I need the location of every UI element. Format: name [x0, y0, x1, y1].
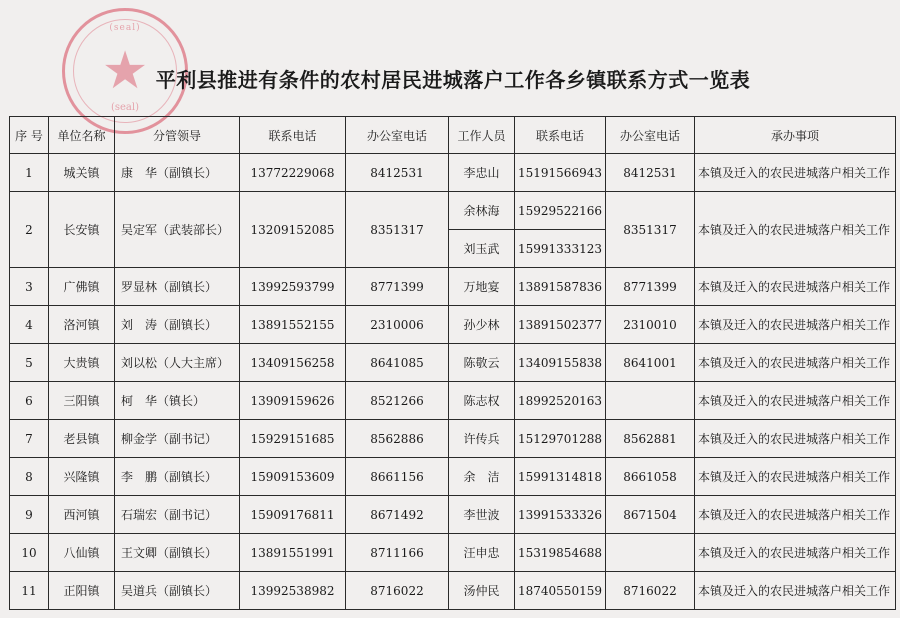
- cell-leader: 吴定军（武装部长）: [115, 192, 240, 268]
- cell-duty: 本镇及迁入的农民进城落户相关工作: [695, 572, 896, 610]
- cell-staff-name: 汤仲民: [449, 572, 515, 610]
- col-header-unit: 单位名称: [49, 117, 115, 154]
- cell-office: 8641085: [346, 344, 449, 382]
- cell-staff-phone: 13891587836: [515, 268, 606, 306]
- table-row: [10, 268, 896, 306]
- cell-phone: 13209152085: [240, 192, 346, 268]
- cell-staff-phone: 13991533326: [515, 496, 606, 534]
- seal-base-text: (seal): [110, 102, 139, 113]
- cell-staff-office: 8562881: [606, 420, 695, 458]
- cell-office: 8716022: [346, 572, 449, 610]
- cell-phone: 13909159626: [240, 382, 346, 420]
- cell-staff-office: [606, 382, 695, 420]
- cell-staff-office: 8716022: [606, 572, 695, 610]
- cell-phone: 15909176811: [240, 496, 346, 534]
- table-header-row: [10, 117, 896, 154]
- cell-office: 8661156: [346, 458, 449, 496]
- cell-unit: 洛河镇: [49, 306, 115, 344]
- cell-staff-phone: 15129701288: [515, 420, 606, 458]
- page-title: 平利县推进有条件的农村居民进城落户工作各乡镇联系方式一览表: [155, 68, 751, 92]
- cell-staff-office: 2310010: [606, 306, 695, 344]
- cell-staff-office: 8412531: [606, 154, 695, 192]
- cell-staff-name: 陈志权: [449, 382, 515, 420]
- cell-staff-name: 孙少林: [449, 306, 515, 344]
- col-header-duty: 承办事项: [695, 117, 896, 154]
- cell-staff-name: 汪申忠: [449, 534, 515, 572]
- cell-leader: 石瑞宏（副书记）: [115, 496, 240, 534]
- cell-duty: 本镇及迁入的农民进城落户相关工作: [695, 192, 896, 268]
- cell-staff-phone: 15929522166: [515, 192, 606, 230]
- cell-staff-phone: 15991314818: [515, 458, 606, 496]
- cell-staff-name: 李忠山: [449, 154, 515, 192]
- cell-staff-name: 陈敬云: [449, 344, 515, 382]
- cell-leader: 王文卿（副镇长）: [115, 534, 240, 572]
- cell-no: 1: [10, 154, 49, 192]
- cell-leader: 吴道兵（副镇长）: [115, 572, 240, 610]
- cell-staff-phone: 18740550159: [515, 572, 606, 610]
- cell-staff-office: 8671504: [606, 496, 695, 534]
- col-header-staff: 工作人员: [449, 117, 515, 154]
- cell-leader: 李 鹏（副镇长）: [115, 458, 240, 496]
- cell-staff-name: 余林海: [449, 192, 515, 230]
- cell-staff-name: 万地宴: [449, 268, 515, 306]
- seal-ring-text: (seal): [109, 23, 141, 33]
- cell-unit: 广佛镇: [49, 268, 115, 306]
- table-row: [10, 458, 896, 496]
- col-header-no: 序 号: [10, 117, 49, 154]
- cell-staff-name: 许传兵: [449, 420, 515, 458]
- cell-staff-phone: 15991333123: [515, 230, 606, 268]
- cell-unit: 长安镇: [49, 192, 115, 268]
- cell-no: 5: [10, 344, 49, 382]
- cell-office: 2310006: [346, 306, 449, 344]
- cell-duty: 本镇及迁入的农民进城落户相关工作: [695, 382, 896, 420]
- cell-staff-office: 8351317: [606, 192, 695, 268]
- cell-no: 7: [10, 420, 49, 458]
- cell-staff-office: [606, 534, 695, 572]
- cell-no: 4: [10, 306, 49, 344]
- table-row: [10, 572, 896, 610]
- cell-no: 2: [10, 192, 49, 268]
- cell-no: 10: [10, 534, 49, 572]
- cell-unit: 兴隆镇: [49, 458, 115, 496]
- cell-staff-phone: 15191566943: [515, 154, 606, 192]
- cell-leader: 康 华（副镇长）: [115, 154, 240, 192]
- table-row: [10, 344, 896, 382]
- cell-unit: 西河镇: [49, 496, 115, 534]
- cell-no: 11: [10, 572, 49, 610]
- cell-no: 8: [10, 458, 49, 496]
- cell-office: 8351317: [346, 192, 449, 268]
- cell-unit: 三阳镇: [49, 382, 115, 420]
- cell-office: 8671492: [346, 496, 449, 534]
- cell-leader: 柳金学（副书记）: [115, 420, 240, 458]
- cell-duty: 本镇及迁入的农民进城落户相关工作: [695, 420, 896, 458]
- cell-staff-office: 8661058: [606, 458, 695, 496]
- table-row: [10, 154, 896, 192]
- cell-office: 8521266: [346, 382, 449, 420]
- cell-staff-office: 8771399: [606, 268, 695, 306]
- cell-leader: 柯 华（镇长）: [115, 382, 240, 420]
- cell-unit: 老县镇: [49, 420, 115, 458]
- cell-no: 6: [10, 382, 49, 420]
- cell-no: 9: [10, 496, 49, 534]
- cell-no: 3: [10, 268, 49, 306]
- cell-staff-phone: 13891502377: [515, 306, 606, 344]
- cell-office: 8412531: [346, 154, 449, 192]
- cell-duty: 本镇及迁入的农民进城落户相关工作: [695, 154, 896, 192]
- table-row: [10, 420, 896, 458]
- cell-office: 8562886: [346, 420, 449, 458]
- cell-leader: 罗显林（副镇长）: [115, 268, 240, 306]
- cell-duty: 本镇及迁入的农民进城落户相关工作: [695, 458, 896, 496]
- col-header-phone: 联系电话: [240, 117, 346, 154]
- cell-duty: 本镇及迁入的农民进城落户相关工作: [695, 344, 896, 382]
- cell-phone: 13891552155: [240, 306, 346, 344]
- cell-staff-phone: 13409155838: [515, 344, 606, 382]
- cell-unit: 八仙镇: [49, 534, 115, 572]
- cell-staff-office: 8641001: [606, 344, 695, 382]
- col-header-staff-phone: 联系电话: [515, 117, 606, 154]
- cell-duty: 本镇及迁入的农民进城落户相关工作: [695, 306, 896, 344]
- cell-phone: 15929151685: [240, 420, 346, 458]
- cell-phone: 13772229068: [240, 154, 346, 192]
- cell-duty: 本镇及迁入的农民进城落户相关工作: [695, 268, 896, 306]
- table-row: [10, 306, 896, 344]
- cell-duty: 本镇及迁入的农民进城落户相关工作: [695, 496, 896, 534]
- cell-staff-phone: 18992520163: [515, 382, 606, 420]
- cell-phone: 13409156258: [240, 344, 346, 382]
- cell-phone: 13992593799: [240, 268, 346, 306]
- cell-staff-name: 余 洁: [449, 458, 515, 496]
- cell-phone: 13992538982: [240, 572, 346, 610]
- table-row: [10, 192, 896, 230]
- cell-leader: 刘 涛（副镇长）: [115, 306, 240, 344]
- cell-staff-name: 刘玉武: [449, 230, 515, 268]
- cell-unit: 城关镇: [49, 154, 115, 192]
- table-row: [10, 534, 896, 572]
- col-header-staff-office: 办公室电话: [606, 117, 695, 154]
- cell-unit: 正阳镇: [49, 572, 115, 610]
- cell-phone: 15909153609: [240, 458, 346, 496]
- table-row: [10, 496, 896, 534]
- cell-unit: 大贵镇: [49, 344, 115, 382]
- col-header-leader: 分管领导: [115, 117, 240, 154]
- table-row: [10, 382, 896, 420]
- cell-office: 8711166: [346, 534, 449, 572]
- cell-staff-phone: 15319854688: [515, 534, 606, 572]
- cell-staff-name: 李世波: [449, 496, 515, 534]
- contact-table: [9, 116, 896, 610]
- star-icon: ★: [101, 41, 149, 101]
- cell-leader: 刘以松（人大主席）: [115, 344, 240, 382]
- cell-office: 8771399: [346, 268, 449, 306]
- cell-duty: 本镇及迁入的农民进城落户相关工作: [695, 534, 896, 572]
- cell-phone: 13891551991: [240, 534, 346, 572]
- col-header-office: 办公室电话: [346, 117, 449, 154]
